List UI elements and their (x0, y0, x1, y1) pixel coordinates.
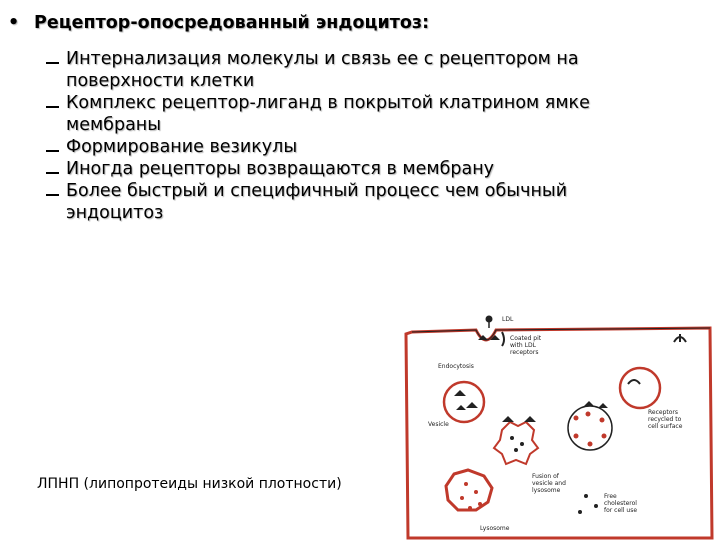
label-lysosome: Lysosome (480, 525, 510, 532)
label-receptors: Receptors (648, 409, 679, 416)
sub-bullet-line: Формирование везикулы (66, 137, 298, 157)
free-cholesterol (578, 494, 598, 514)
sub-bullet-item (44, 180, 644, 224)
sub-bullet-line: поверхности клетки (66, 71, 255, 91)
label-receptors-2: recycled to (648, 416, 682, 423)
sub-bullet-line: Более быстрый и специфичный процесс чем обычный (66, 181, 568, 201)
figure-caption: ЛПНП (липопротеиды низкой плотности) (37, 476, 342, 492)
label-coated-pit-2: with LDL (510, 342, 536, 349)
sub-bullet-item (44, 136, 644, 158)
endocytosis-diagram (390, 310, 720, 540)
sub-bullet-item (44, 158, 644, 180)
label-fusion: Fusion of (532, 473, 559, 480)
endocytosis-diagram-svg (390, 310, 720, 540)
sub-bullet-item (44, 92, 644, 136)
label-fusion-3: lysosome (532, 487, 561, 494)
vesicle-early (444, 382, 484, 422)
label-coated-pit-3: receptors (510, 349, 539, 356)
dash-marker (44, 136, 62, 158)
label-vesicle: Vesicle (428, 421, 449, 428)
coated-pit-receptors (478, 332, 504, 346)
dash-marker (44, 158, 62, 180)
label-ldl: LDL (502, 316, 514, 323)
vesicle-lysosome-fusion (568, 401, 612, 450)
label-coated-pit: Coated pit (510, 335, 542, 342)
ldl-particle (486, 316, 493, 329)
sub-bullet-line: Иногда рецепторы возвращаются в мембрану (66, 159, 494, 179)
label-free-3: for cell use (604, 507, 638, 514)
lysosome (446, 470, 492, 510)
dash-marker (44, 92, 62, 114)
dash-marker (44, 180, 62, 202)
sub-bullet-line: Комплекс рецептор-лиганд в покрытой клатрином ямке (66, 93, 590, 113)
label-fusion-2: vesicle and (532, 480, 566, 487)
label-free: Free (604, 493, 617, 500)
sub-bullet-list (44, 48, 644, 224)
sub-bullet-line: мембраны (66, 115, 162, 135)
sub-bullet-line: Интернализация молекулы и связь ее с рецептором на (66, 49, 579, 69)
sub-bullet-item (44, 48, 644, 92)
vesicle-fusing (494, 416, 538, 464)
vesicle-recycling (620, 368, 660, 408)
main-bullet-text: Рецептор-опосредованный эндоцитоз: (34, 13, 430, 33)
surface-receptor (674, 334, 686, 342)
label-free-2: cholesterol (604, 500, 637, 507)
label-receptors-3: cell surface (648, 423, 683, 430)
cell-membrane (406, 328, 712, 538)
dash-marker (44, 48, 62, 70)
bullet-marker: • (8, 13, 20, 33)
sub-bullet-line: эндоцитоз (66, 203, 164, 223)
label-endocytosis: Endocytosis (438, 363, 474, 370)
